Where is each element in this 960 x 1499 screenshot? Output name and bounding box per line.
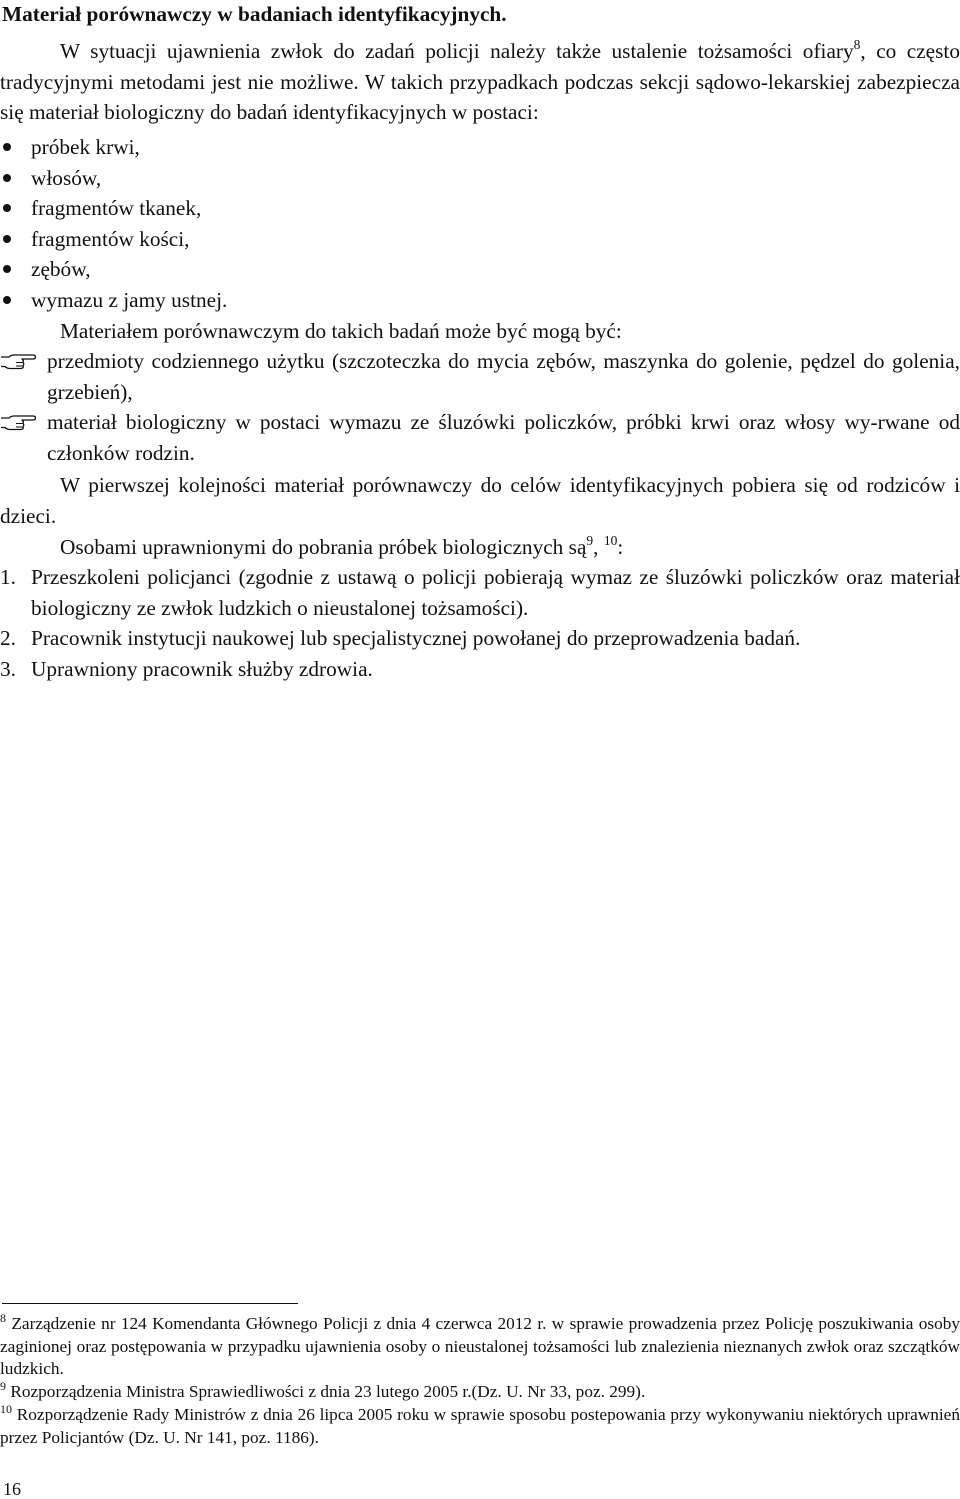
bullet-icon bbox=[3, 174, 11, 182]
list-item-text: Przeszkoleni policjanci (zgodnie z ustawą o policji pobierają wymaz ze śluzówki policzków oraz materiał biologiczny ze zwłok ludzkich o nieustalonej tożsamości). bbox=[31, 565, 960, 620]
pointing-hand-icon bbox=[0, 413, 36, 431]
footnote-separator bbox=[2, 1303, 298, 1304]
list-item-text: fragmentów kości, bbox=[31, 226, 190, 251]
list-item bbox=[0, 285, 960, 316]
list-item-text: włosów, bbox=[31, 165, 102, 190]
list-item-text: Uprawniony pracownik służby zdrowia. bbox=[31, 656, 373, 681]
list-item bbox=[0, 224, 960, 255]
footnote-number: 10 bbox=[0, 1401, 12, 1416]
authorized-intro bbox=[0, 532, 960, 563]
authorized-persons-list bbox=[0, 562, 960, 684]
separator: , bbox=[593, 535, 604, 559]
pointing-hand-icon bbox=[0, 352, 36, 370]
page-number: 16 bbox=[3, 1479, 21, 1499]
list-item bbox=[0, 193, 960, 224]
intro-text-continued: , co często tradycyjnymi metodami jest nie możliwe. W takich przypadkach podczas sekcji sądowo-lekarskiej zabezpiecza się materiał biologiczny do badań identyfikacyjnych w postaci: bbox=[0, 39, 960, 125]
footnote-9 bbox=[0, 1381, 960, 1404]
list-item bbox=[0, 346, 960, 407]
footnote-10 bbox=[0, 1401, 960, 1449]
list-item bbox=[0, 163, 960, 194]
section-heading: Materiał porównawczy w badaniach identyfikacyjnych. bbox=[2, 2, 507, 26]
list-item-text: Pracownik instytucji naukowej lub specjalistycznej powołanej do przeprowadzenia badań. bbox=[31, 626, 801, 651]
comparative-intro: Materiałem porównawczym do takich badań może być mogą być: bbox=[60, 319, 622, 343]
list-item bbox=[0, 254, 960, 285]
colon: : bbox=[617, 535, 624, 559]
list-item-text: zębów, bbox=[31, 257, 91, 282]
list-item-text: przedmioty codziennego użytku (szczoteczka do mycia zębów, maszynka do golenie, pędzel do golenia, grzebień), bbox=[47, 349, 960, 404]
list-item-text: fragmentów tkanek, bbox=[31, 196, 202, 221]
footnotes bbox=[0, 1313, 960, 1449]
footnote-8 bbox=[0, 1313, 960, 1381]
footnote-text: Zarządzenie nr 124 Komendanta Głównego Policji z dnia 4 czerwca 2012 r. w sprawie prowadzenia przez Policję poszukiwania osoby zaginionej oraz postępowania w przypadku ujawnienia osoby o nieustalonej tożsamości lub znalezienia nieznanych zwłok oraz szczątków ludzkich. bbox=[0, 1314, 960, 1379]
intro-text: W sytuacji ujawnienia zwłok do zadań policji należy także ustalenie tożsamości ofiary bbox=[60, 39, 854, 63]
comparative-items-list bbox=[0, 346, 960, 468]
footnote-text: Rozporządzenia Ministra Sprawiedliwości z dnia 23 lutego 2005 r.(Dz. U. Nr 33, poz. 299). bbox=[10, 1382, 646, 1402]
footnote-text: Rozporządzenie Rady Ministrów z dnia 26 lipca 2005 roku w sprawie sposobu postepowania przy wykonywaniu niektórych uprawnień przez Policjantów (Dz. U. Nr 141, poz. 1186). bbox=[0, 1404, 960, 1447]
footnote-ref-10: 10 bbox=[603, 533, 618, 548]
footnote-number: 8 bbox=[0, 1311, 6, 1325]
intro-paragraph bbox=[0, 36, 960, 128]
list-item-text: wymazu z jamy ustnej. bbox=[31, 287, 228, 312]
list-item bbox=[0, 623, 960, 654]
footnote-ref-9: 9 bbox=[586, 533, 594, 548]
item-number: 3. bbox=[0, 656, 16, 681]
priority-paragraph: W pierwszej kolejności materiał porównawczy do celów identyfikacyjnych pobiera się od rodziców i dzieci. bbox=[0, 473, 960, 528]
list-item-text: próbek krwi, bbox=[31, 135, 140, 159]
bullet-icon bbox=[3, 296, 11, 304]
list-item bbox=[0, 407, 960, 468]
bullet-icon bbox=[3, 265, 11, 273]
list-item bbox=[0, 132, 960, 163]
bullet-icon bbox=[3, 235, 11, 243]
list-item bbox=[0, 562, 960, 623]
bullet-icon bbox=[3, 204, 11, 212]
authorized-text: Osobami uprawnionymi do pobrania próbek biologicznych są bbox=[60, 535, 587, 559]
item-number: 1. bbox=[0, 565, 16, 589]
footnote-ref-8: 8 bbox=[853, 37, 861, 52]
list-item-text: materiał biologiczny w postaci wymazu ze śluzówki policzków, próbki krwi oraz włosy wy-rwane od członków rodzin. bbox=[47, 410, 960, 465]
sample-types-list bbox=[0, 132, 960, 316]
bullet-icon bbox=[3, 143, 11, 151]
footnote-number: 9 bbox=[0, 1379, 6, 1394]
item-number: 2. bbox=[0, 626, 16, 651]
list-item bbox=[0, 654, 960, 685]
